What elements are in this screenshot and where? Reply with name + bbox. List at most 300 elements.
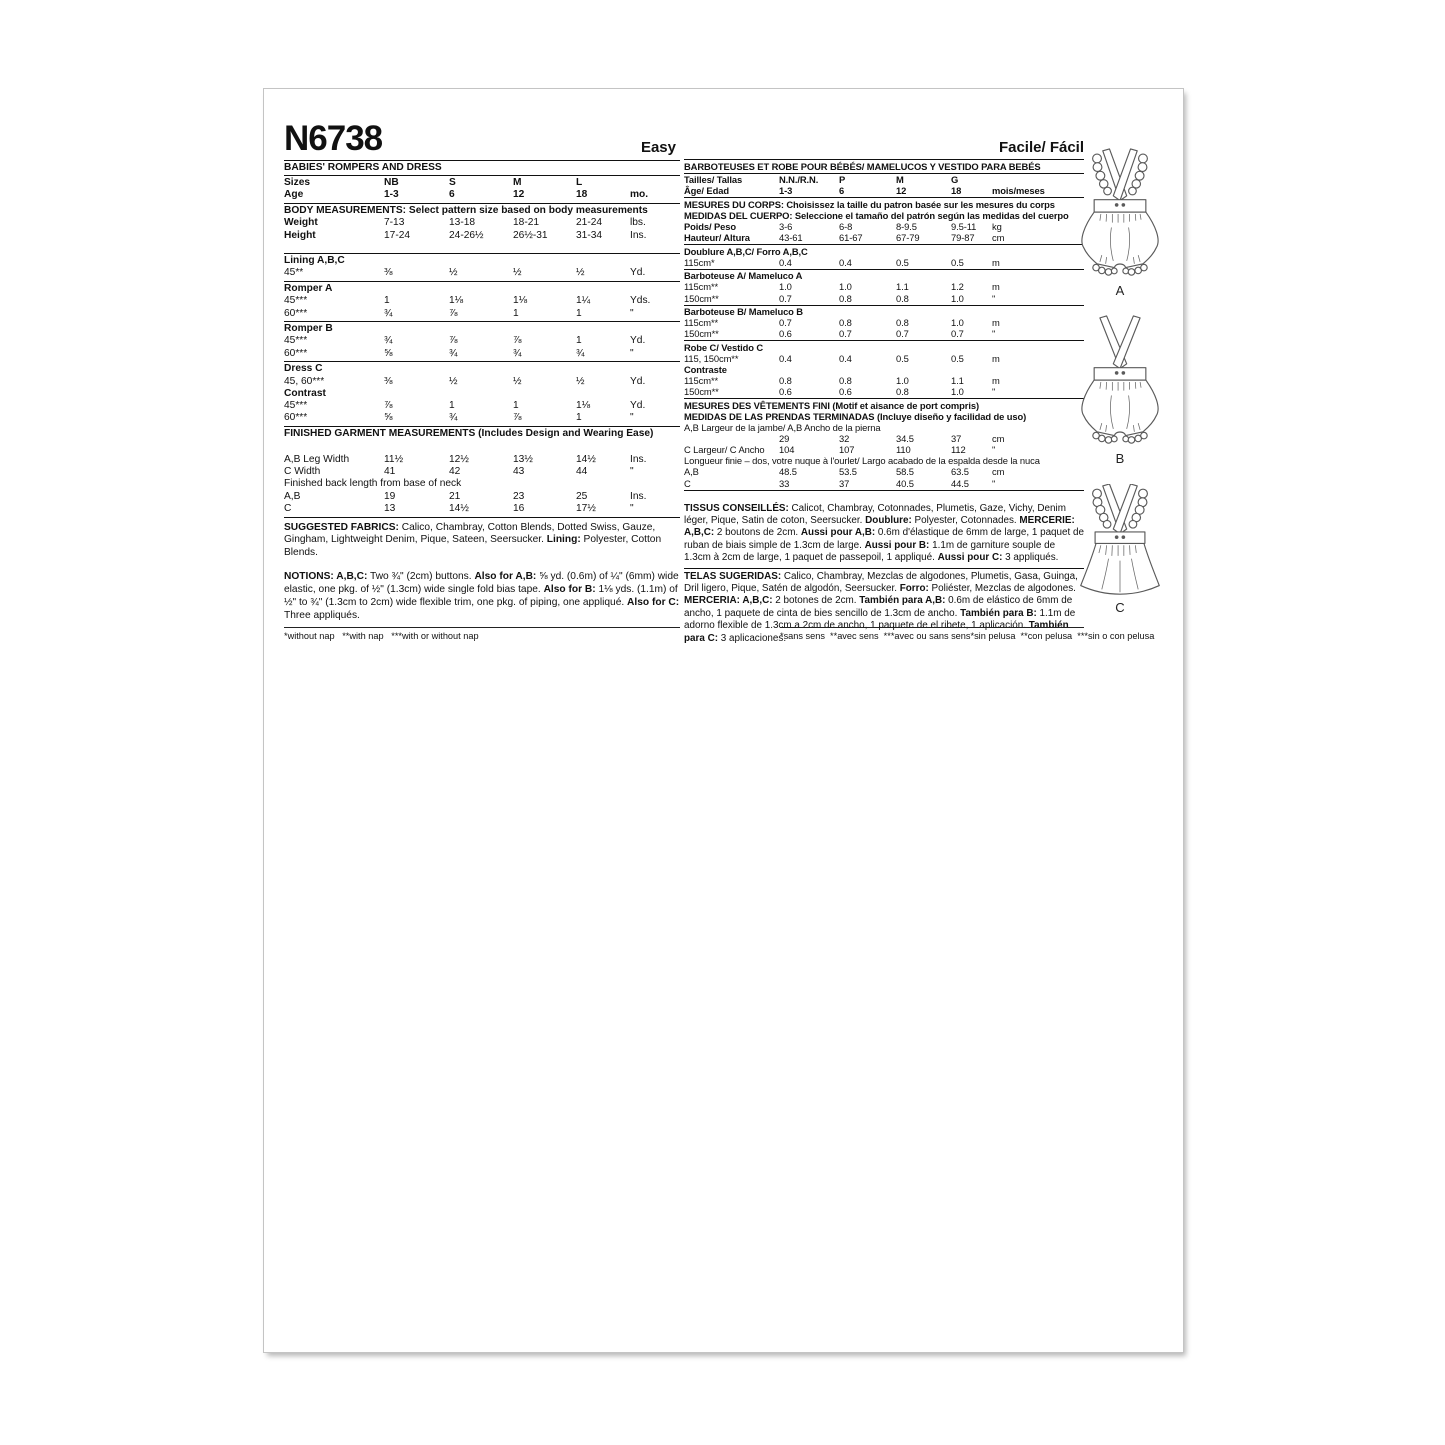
suggested-fabrics-paragraph: [284, 522, 680, 561]
row-value: 1.1: [896, 281, 909, 293]
row-unit: cm: [992, 232, 1005, 244]
paragraph-segment: Calicot, Chambray, Cotonnades, Plumetis, Gaze, Vichy, Denim léger, Pique, Satin de coton, Seersucker.: [684, 502, 1066, 527]
row-unit: Yds.: [630, 295, 651, 307]
notions-paragraph: [284, 571, 680, 623]
dress-c-drawing: [1070, 484, 1170, 598]
paragraph-segment: Also for B:: [543, 584, 596, 596]
table-row: [284, 230, 680, 242]
row-value: 24-26½: [449, 229, 484, 241]
row-value: ⅞: [449, 307, 458, 319]
row-value: 1: [576, 335, 582, 347]
row-value: 12½: [449, 454, 469, 466]
row-value: ½: [576, 375, 585, 387]
row-value: 58.5: [896, 466, 914, 478]
row-value: 14½: [449, 502, 469, 514]
row-unit: lbs.: [630, 217, 646, 229]
paragraph-segment: 3 aplicaciones.: [718, 632, 787, 644]
row-label: Age: [284, 189, 304, 201]
row-label: Tailles/ Tallas: [684, 174, 743, 186]
row-value: 1¼: [576, 295, 591, 307]
table-rule: [284, 175, 680, 176]
row-unit: ": [992, 328, 996, 340]
paragraph-segment: MERCERIE: A,B,C:: [684, 515, 1075, 539]
table-row: [684, 478, 1084, 489]
paragraph-segment: 1⅛ yds. (1.1m) of ½" to ¾" (1.3cm to 2cm) wide flexible trim, one pkg. of piping, one appliqué.: [284, 584, 678, 609]
row-value: ½: [513, 267, 522, 279]
row-value: 44.5: [951, 477, 969, 489]
row-value: 6: [839, 185, 845, 197]
row-value: 26½-31: [513, 229, 548, 241]
row-label: A,B Leg Width: [284, 454, 350, 466]
table-row: [684, 433, 1084, 444]
paragraph-segment: 0.6m d'élastique de 6mm de large, 1 paquet de ruban de biais simple de 1.3cm de large.: [684, 527, 1085, 551]
row-value: 14½: [576, 454, 596, 466]
row-unit: Yd.: [630, 267, 646, 279]
section-heading: Romper A: [284, 283, 333, 295]
paragraph-segment: 2 boutons de 2cm.: [714, 527, 801, 539]
row-value: 1.0: [951, 386, 964, 398]
table-row: [284, 466, 680, 478]
table-row: [684, 353, 1084, 364]
section-heading: MESURES DES VÊTEMENTS FINI (Motif et aisance de port compris): [684, 399, 979, 411]
romper-a-drawing: [1072, 147, 1168, 281]
row-label: 45***: [284, 335, 308, 347]
tissus-paragraph: [684, 503, 1084, 565]
table-row: [284, 400, 680, 412]
row-value: 16: [513, 502, 525, 514]
row-label: 45***: [284, 295, 308, 307]
row-value: 12: [513, 189, 525, 201]
paragraph-segment: Doublure:: [865, 515, 912, 527]
paragraph-segment: Three appliqués.: [284, 610, 360, 622]
table-row: [284, 217, 680, 229]
paragraph-segment: 0.6m de elástico de 6mm de ancho, 1 paquete de cinta de bies sencillo de 1.3cm de ancho.: [684, 595, 1073, 619]
row-unit: ": [630, 307, 634, 319]
row-value: 67-79: [896, 232, 920, 244]
romper-b-drawing: [1072, 315, 1168, 449]
row-value: 53.5: [839, 466, 857, 478]
garment-view-a: [1064, 147, 1176, 297]
row-value: ¾: [384, 307, 393, 319]
row-value: 0.8: [839, 292, 852, 304]
row-value: S: [449, 177, 456, 189]
footnotes-intl: [780, 627, 1155, 642]
row-value: 1: [384, 295, 390, 307]
table-row: [684, 444, 1084, 455]
row-value: 1: [513, 307, 519, 319]
row-value: ½: [449, 375, 458, 387]
garment-view-b: [1064, 315, 1176, 465]
row-value: ⅞: [384, 399, 393, 411]
paragraph-segment: También para A,B:: [859, 595, 946, 607]
table-row: [684, 317, 1084, 328]
row-value: 13-18: [449, 217, 476, 229]
section-heading: Doublure A,B,C/ Forro A,B,C: [684, 245, 808, 257]
row-value: ½: [513, 375, 522, 387]
section-heading: BABIES' ROMPERS AND DRESS: [284, 161, 442, 173]
table-rule: [284, 426, 680, 427]
table-rule: [284, 361, 680, 362]
row-value: 37: [839, 477, 850, 489]
row-label: C: [684, 477, 691, 489]
row-unit: m: [992, 256, 1000, 268]
row-value: 13½: [513, 454, 533, 466]
row-value: 0.8: [779, 375, 792, 387]
footnote-text-fr: *sans sens **avec sens ***avec ou sans sens: [780, 631, 971, 641]
row-value: 0.7: [779, 292, 792, 304]
row-value: 40.5: [896, 477, 914, 489]
row-value: 25: [576, 490, 588, 502]
row-value: 0.7: [839, 328, 852, 340]
row-value: 1: [513, 399, 519, 411]
footnote-text-en: *without nap **with nap ***with or without nap: [284, 631, 479, 641]
row-value: 34.5: [896, 433, 914, 445]
row-value: 0.7: [779, 317, 792, 329]
row-label: 45***: [284, 399, 308, 411]
table-rule: [284, 281, 680, 282]
section-heading: Robe C/ Vestido C: [684, 341, 764, 353]
table-row: [284, 177, 680, 189]
table-rule: [284, 517, 680, 518]
row-unit: ": [992, 292, 996, 304]
row-value: 1.0: [839, 281, 852, 293]
table-row: [684, 375, 1084, 386]
table-row: [284, 454, 680, 466]
table-note: Longueur finie – dos, votre nuque à l'ourlet/ Largo acabado de la espalda desde la nuca: [684, 455, 1040, 467]
paragraph-segment: Aussi pour C:: [937, 552, 1003, 564]
table-row: [284, 308, 680, 320]
row-value: 112: [951, 444, 966, 456]
row-value: 23: [513, 490, 525, 502]
row-value: 1⅛: [576, 399, 591, 411]
section-heading: Barboteuse A/ Mameluco A: [684, 270, 803, 282]
table-row: [284, 267, 680, 279]
row-label: A,B: [284, 490, 301, 502]
row-label: Weight: [284, 217, 318, 229]
row-value: N.N./R.N.: [779, 174, 819, 186]
row-value: ½: [449, 267, 458, 279]
paragraph-segment: NOTIONS: A,B,C:: [284, 571, 368, 583]
row-value: 7-13: [384, 217, 405, 229]
row-value: 63.5: [951, 466, 969, 478]
row-unit: cm: [992, 466, 1005, 478]
row-value: 3-6: [779, 220, 793, 232]
paragraph-segment: Forro:: [899, 583, 929, 595]
row-value: 0.6: [839, 386, 852, 398]
row-value: 79-87: [951, 232, 975, 244]
row-unit: mois/meses: [992, 185, 1045, 197]
row-value: 21: [449, 490, 461, 502]
section-heading: Romper B: [284, 323, 333, 335]
row-value: 21-24: [576, 217, 603, 229]
row-value: 48.5: [779, 466, 797, 478]
row-value: 0.4: [779, 256, 792, 268]
row-value: 110: [896, 444, 911, 456]
row-value: ⅜: [384, 375, 393, 387]
row-value: 0.8: [896, 386, 909, 398]
row-label: 150cm**: [684, 292, 719, 304]
row-label: C Largeur/ C Ancho: [684, 444, 765, 456]
row-value: 0.4: [839, 353, 852, 364]
paragraph-segment: 2 botones de 2cm.: [772, 595, 860, 607]
row-label: [684, 433, 779, 444]
row-unit: m: [992, 353, 1000, 364]
row-unit: [624, 177, 680, 189]
row-label: Hauteur/ Altura: [684, 232, 750, 244]
garment-b-label: B: [1115, 451, 1125, 466]
row-unit: Yd.: [630, 399, 646, 411]
row-label: A,B: [684, 466, 699, 478]
table-row: [284, 189, 680, 201]
row-label: 45, 60***: [284, 375, 325, 387]
row-value: 9.5-11: [951, 220, 977, 232]
row-value: 0.6: [779, 328, 792, 340]
row-label: 115cm**: [684, 375, 719, 387]
table-row: [284, 348, 680, 360]
paragraph-segment: Calico, Chambray, Mezclas de algodones, Plumetis, Gasa, Guinga, Dril ligero, Pique, Satén de algodón, Seersucker.: [684, 570, 1078, 595]
row-unit: Ins.: [630, 454, 647, 466]
row-label: 60***: [284, 412, 308, 424]
row-unit: mo.: [630, 189, 649, 201]
row-value: 29: [779, 433, 790, 445]
row-value: 0.8: [896, 292, 909, 304]
table-rule: [684, 490, 1084, 491]
row-value: 1⅛: [513, 295, 528, 307]
row-value: 0.4: [839, 256, 852, 268]
row-value: G: [951, 174, 959, 186]
row-value: 32: [839, 433, 850, 445]
row-label: C Width: [284, 466, 321, 478]
row-value: 13: [384, 502, 396, 514]
row-value: ¾: [449, 412, 458, 424]
table-row: [284, 412, 680, 424]
row-unit: cm: [992, 433, 1005, 445]
row-label: 115cm**: [684, 317, 719, 329]
table-row: [684, 466, 1084, 477]
row-unit: ": [630, 466, 634, 478]
row-value: L: [576, 177, 583, 189]
table-row: [684, 257, 1084, 268]
row-value: 0.6: [779, 386, 792, 398]
row-label: Âge/ Edad: [684, 185, 729, 197]
paragraph-segment: Also for A,B:: [474, 571, 537, 583]
row-label: 115cm*: [684, 256, 715, 268]
row-label: 150cm**: [684, 328, 719, 340]
french-spanish-column: [684, 158, 1084, 645]
row-value: 1⅛: [449, 295, 464, 307]
row-label: 60***: [284, 307, 308, 319]
table-rule: [284, 203, 680, 204]
row-value: M: [513, 177, 522, 189]
paragraph-segment: Polyester, Cotonnades.: [911, 515, 1020, 527]
paragraph-segment: 3 appliqués.: [1002, 552, 1059, 564]
garment-c-label: C: [1115, 600, 1125, 615]
row-unit: ": [630, 347, 634, 359]
table-row: [684, 328, 1084, 339]
row-value: 19: [384, 490, 396, 502]
french-spanish-size-chart: [684, 159, 1084, 491]
row-unit: kg: [992, 220, 1002, 232]
paragraph-segment: Lining:: [546, 534, 581, 546]
row-value: 44: [576, 466, 588, 478]
row-value: 1: [576, 412, 582, 424]
table-row: [284, 335, 680, 347]
row-value: 0.5: [896, 256, 909, 268]
row-value: 12: [896, 185, 907, 197]
row-value: 104: [779, 444, 795, 456]
row-value: 0.4: [779, 353, 792, 364]
row-label: C: [284, 502, 292, 514]
row-value: 17½: [576, 502, 596, 514]
section-heading: Contraste: [684, 364, 727, 376]
row-value: 8-9.5: [896, 220, 917, 232]
row-value: 37: [951, 433, 962, 445]
row-value: 0.5: [951, 353, 964, 364]
table-row: [284, 503, 680, 515]
row-value: ⅞: [449, 335, 458, 347]
row-label: 115cm**: [684, 281, 719, 293]
paragraph-segment: MERCERIA: A,B,C:: [684, 595, 773, 607]
table-gap: [284, 440, 680, 454]
row-unit: Ins.: [630, 490, 647, 502]
row-value: M: [896, 174, 904, 186]
row-value: 1.0: [896, 375, 909, 387]
row-value: 0.5: [896, 353, 909, 364]
difficulty-label-intl: Facile/ Fácil: [998, 139, 1084, 156]
paragraph-segment: Poliéster, Mezclas de algodones.: [928, 583, 1076, 595]
table-rule: [284, 321, 680, 322]
row-value: 11½: [384, 454, 404, 466]
row-value: 0.5: [951, 256, 964, 268]
section-heading: Contrast: [284, 387, 326, 399]
row-unit: m: [992, 281, 1000, 293]
row-value: 0.8: [896, 317, 909, 329]
row-label: 45**: [284, 267, 304, 279]
paragraph-segment: 1.1m de adorno flexible de 1.3cm a 2cm de ancho, 1 paquete de el ribete, 1 aplicación.: [684, 607, 1076, 632]
section-heading: BODY MEASUREMENTS: Select pattern size based on body measurements: [284, 205, 648, 217]
row-label: Height: [284, 229, 316, 241]
table-row: [284, 376, 680, 388]
table-note: A,B Largeur de la jambe/ A,B Ancho de la pierna: [684, 422, 881, 434]
table-gap: [284, 242, 680, 252]
difficulty-label-en: Easy: [640, 139, 676, 156]
row-value: ¾: [449, 347, 458, 359]
row-value: 61-67: [839, 232, 863, 244]
row-value: 18-21: [513, 217, 540, 229]
paragraph-segment: Two ¾" (2cm) buttons.: [367, 571, 475, 583]
row-value: 43-61: [779, 232, 803, 244]
row-value: 0.8: [839, 317, 852, 329]
section-divider: [684, 568, 1084, 569]
garment-a-label: A: [1115, 283, 1125, 298]
row-value: 0.7: [951, 328, 964, 340]
row-unit: ": [992, 386, 996, 398]
section-heading: FINISHED GARMENT MEASUREMENTS (Includes Design and Wearing Ease): [284, 427, 654, 439]
paragraph-segment: 1.1m de garniture souple de 1.3cm à 2cm de large, 1 paquet de passepoil, 1 appliqué.: [684, 539, 1056, 564]
row-unit: ": [992, 444, 996, 456]
row-value: ⅞: [513, 335, 522, 347]
row-value: 1-3: [384, 189, 399, 201]
section-heading: MESURES DU CORPS: Choisissez la taille du patron basée sur les mesures du corps: [684, 198, 1055, 210]
row-value: 42: [449, 466, 461, 478]
row-value: ¾: [576, 347, 585, 359]
row-value: 1: [449, 399, 455, 411]
english-column: [284, 158, 680, 623]
row-unit: ": [630, 412, 634, 424]
row-value: ⅝: [384, 412, 393, 424]
row-value: ¾: [384, 335, 393, 347]
row-value: ⅜: [384, 267, 393, 279]
table-row: [284, 491, 680, 503]
row-value: NB: [384, 177, 399, 189]
row-unit: Ins.: [630, 229, 647, 241]
row-value: ½: [576, 267, 585, 279]
row-value: ¾: [513, 347, 522, 359]
row-label: Sizes: [284, 177, 311, 189]
row-unit: m: [992, 317, 1000, 329]
row-value: 1.0: [779, 281, 792, 293]
table-row: [684, 174, 1084, 185]
table-row: [684, 386, 1084, 397]
paragraph-segment: TISSUS CONSEILLÉS:: [684, 502, 789, 514]
row-value: P: [839, 174, 846, 186]
row-value: 107: [839, 444, 855, 456]
row-value: 17-24: [384, 229, 411, 241]
table-row: [684, 185, 1084, 196]
section-heading: Dress C: [284, 363, 323, 375]
row-value: 18: [951, 185, 962, 197]
row-value: 0.8: [839, 375, 852, 387]
paragraph-segment: SUGGESTED FABRICS:: [284, 521, 399, 533]
row-value: 6: [449, 189, 455, 201]
row-value: ⅞: [513, 412, 522, 424]
table-rule: [284, 253, 680, 254]
table-row: [684, 221, 1084, 232]
row-value: 1.0: [951, 317, 964, 329]
section-heading: Barboteuse B/ Mameluco B: [684, 306, 803, 318]
pattern-number: N6738: [284, 119, 383, 158]
row-value: 41: [384, 466, 396, 478]
section-heading: BARBOTEUSES ET ROBE POUR BÉBÉS/ MAMELUCOS Y VESTIDO PARA BEBÉS: [684, 160, 1041, 172]
row-unit: Yd.: [630, 375, 646, 387]
paragraph-segment: Aussi pour B:: [864, 539, 930, 551]
footnote-text-es: *sin pelusa **con pelusa ***sin o con pelusa: [970, 631, 1155, 641]
row-value: 1.2: [951, 281, 964, 293]
row-unit: ": [992, 477, 996, 489]
row-label: Poids/ Peso: [684, 220, 737, 232]
row-value: 1.1: [951, 375, 964, 387]
row-label: 115, 150cm**: [684, 353, 739, 364]
footnotes-english: [284, 627, 680, 642]
table-row: [684, 232, 1084, 243]
row-value: 43: [513, 466, 525, 478]
row-value: 6-8: [839, 220, 853, 232]
row-value: 31-34: [576, 229, 603, 241]
table-row: [684, 281, 1084, 292]
table-rule: [284, 160, 680, 161]
garment-view-c: [1064, 484, 1176, 614]
row-value: 1: [576, 307, 582, 319]
table-row: [284, 295, 680, 307]
section-heading: MEDIDAS DEL CUERPO: Seleccione el tamaño del patrón según las medidas del cuerpo: [684, 209, 1069, 221]
row-value: 18: [576, 189, 588, 201]
row-unit: m: [992, 375, 1000, 387]
row-unit: Yd.: [630, 335, 646, 347]
row-value: 0.7: [896, 328, 909, 340]
row-value: ⅝: [384, 347, 393, 359]
row-unit: ": [630, 502, 634, 514]
table-row: [684, 293, 1084, 304]
